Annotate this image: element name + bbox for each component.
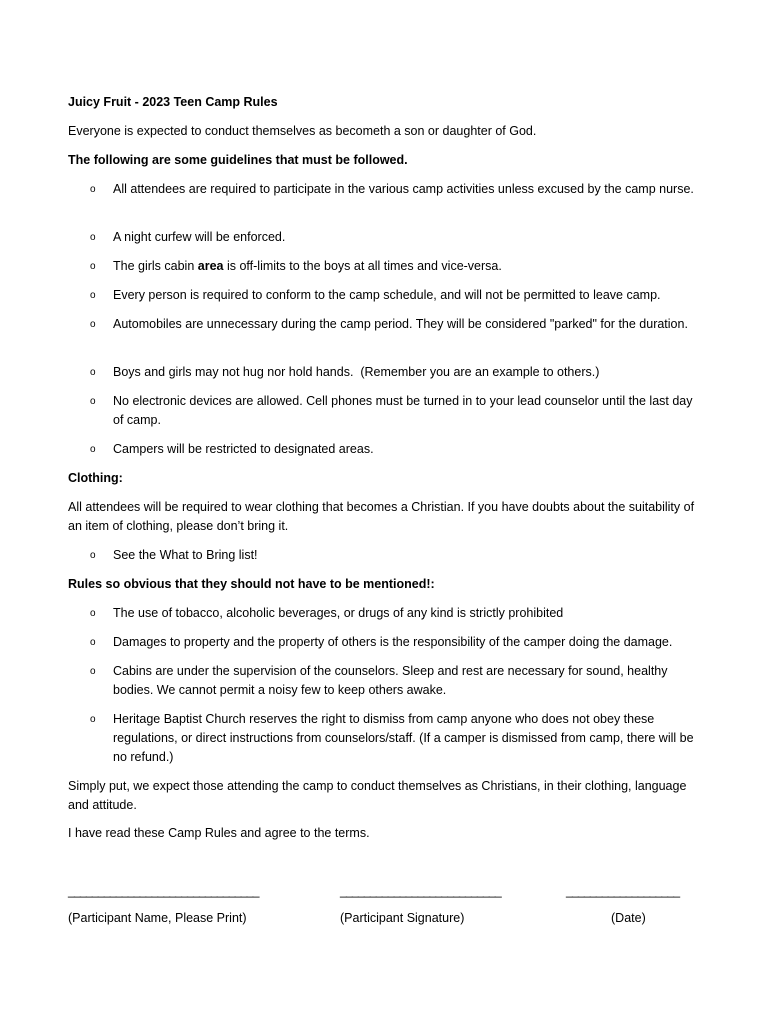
list-item-text: Campers will be restricted to designated areas.	[113, 442, 374, 456]
bullet-marker: o	[90, 319, 96, 330]
participant-name-line[interactable]: ________________________________	[68, 884, 259, 898]
list-item-text: All attendees are required to participate in the various camp activities unless excused by the camp nurse.	[113, 182, 694, 196]
list-item-text: Cabins are under the supervision of the counselors. Sleep and rest are necessary for sound, healthy bodies. We cannot permit a noisy few to keep others awake.	[113, 664, 668, 697]
bullet-marker: o	[90, 444, 96, 455]
list-item-text: Heritage Baptist Church reserves the right to dismiss from camp anyone who does not obey these regulations, or direct instructions from counselors/staff. (If a camper is dismissed from camp, there will be no refund.)	[113, 712, 694, 764]
bullet-marker: o	[90, 666, 96, 677]
text-run: is off-limits to the boys at all times and vice-versa.	[223, 259, 502, 273]
text-run: The girls cabin	[113, 259, 198, 273]
bullet-marker: o	[90, 367, 96, 378]
closing-text: Simply put, we expect those attending the camp to conduct themselves as Christians, in their clothing, language and attitude.	[68, 779, 687, 812]
list-item-text: The use of tobacco, alcoholic beverages, or drugs of any kind is strictly prohibited	[113, 606, 564, 620]
bold-word: area	[197, 259, 224, 273]
list-item-text: Every person is required to conform to the camp schedule, and will not be permitted to leave camp.	[113, 288, 661, 302]
obvious-rules-heading: Rules so obvious that they should not have to be mentioned!:	[68, 577, 435, 591]
intro-text: Everyone is expected to conduct themselves as becometh a son or daughter of God.	[68, 124, 537, 138]
participant-name-label: (Participant Name, Please Print)	[68, 911, 247, 925]
bullet-marker: o	[90, 550, 96, 561]
bullet-marker: o	[90, 232, 96, 243]
guidelines-heading: The following are some guidelines that must be followed.	[68, 153, 408, 167]
bullet-marker: o	[90, 714, 96, 725]
list-item-text: Damages to property and the property of others is the responsibility of the camper doing the damage.	[113, 635, 673, 649]
bullet-marker: o	[90, 261, 96, 272]
bullet-marker: o	[90, 290, 96, 301]
list-item-text: Automobiles are unnecessary during the camp period. They will be considered "parked" for the duration.	[113, 317, 688, 331]
date-line[interactable]: ___________________	[566, 884, 680, 898]
bullet-marker: o	[90, 637, 96, 648]
date-label: (Date)	[611, 911, 646, 925]
clothing-heading: Clothing:	[68, 471, 123, 485]
list-item-text	[113, 257, 698, 276]
list-item-text: No electronic devices are allowed. Cell phones must be turned in to your lead counselor until the last day of camp.	[113, 394, 693, 427]
agreement-text: I have read these Camp Rules and agree to the terms.	[68, 826, 370, 840]
bullet-marker: o	[90, 396, 96, 407]
list-item-text: Boys and girls may not hug nor hold hands. (Remember you are an example to others.)	[113, 365, 600, 379]
list-item-text: A night curfew will be enforced.	[113, 230, 286, 244]
bullet-marker: o	[90, 184, 96, 195]
bullet-marker: o	[90, 608, 96, 619]
clothing-text: All attendees will be required to wear clothing that becomes a Christian. If you have doubts about the suitability of an item of clothing, please don’t bring it.	[68, 500, 695, 533]
list-item-text: See the What to Bring list!	[113, 548, 258, 562]
document-title: Juicy Fruit - 2023 Teen Camp Rules	[68, 95, 278, 109]
participant-signature-line[interactable]: ___________________________	[340, 884, 501, 898]
participant-signature-label: (Participant Signature)	[340, 911, 465, 925]
